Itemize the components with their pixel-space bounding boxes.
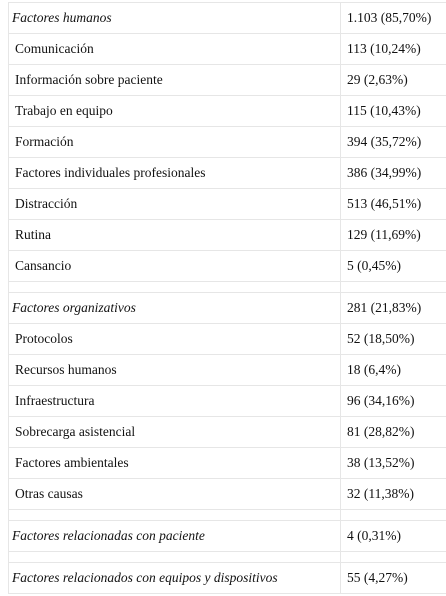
factor-value: 113 (10,24%): [341, 34, 446, 65]
category-label: Factores humanos: [9, 3, 341, 34]
factor-value: 52 (18,50%): [341, 324, 446, 355]
category-label: Factores relacionados con equipos y dispositivos: [9, 563, 341, 594]
factor-value: 129 (11,69%): [341, 220, 446, 251]
factor-value: 18 (6,4%): [341, 355, 446, 386]
factor-value: 394 (35,72%): [341, 127, 446, 158]
table-row: [9, 96, 446, 127]
factor-value: 32 (11,38%): [341, 479, 446, 510]
factor-label: Recursos humanos: [9, 355, 341, 386]
factor-label: Comunicación: [9, 34, 341, 65]
factor-label: Cansancio: [9, 251, 341, 282]
table-row: [9, 34, 446, 65]
table-row: [9, 417, 446, 448]
table-row: [9, 65, 446, 96]
factor-value: 96 (34,16%): [341, 386, 446, 417]
spacer-cell: [9, 510, 341, 521]
spacer-cell: [9, 282, 341, 293]
factor-value: 38 (13,52%): [341, 448, 446, 479]
spacer-cell: [341, 282, 446, 293]
spacer-row: [9, 510, 446, 521]
category-value: 1.103 (85,70%): [341, 3, 446, 34]
category-row: [9, 563, 446, 594]
category-value: 281 (21,83%): [341, 293, 446, 324]
factor-value: 29 (2,63%): [341, 65, 446, 96]
factor-label: Sobrecarga asistencial: [9, 417, 341, 448]
spacer-cell: [341, 552, 446, 563]
factor-value: 386 (34,99%): [341, 158, 446, 189]
table-row: [9, 386, 446, 417]
factor-label: Distracción: [9, 189, 341, 220]
category-value: 4 (0,31%): [341, 521, 446, 552]
category-row: [9, 521, 446, 552]
factor-label: Factores individuales profesionales: [9, 158, 341, 189]
factor-label: Infraestructura: [9, 386, 341, 417]
category-row: [9, 293, 446, 324]
spacer-cell: [9, 552, 341, 563]
factor-value: 81 (28,82%): [341, 417, 446, 448]
table-row: [9, 355, 446, 386]
factor-value: 5 (0,45%): [341, 251, 446, 282]
table-row: [9, 324, 446, 355]
table-row: [9, 448, 446, 479]
factors-table: [8, 2, 446, 594]
factor-value: 513 (46,51%): [341, 189, 446, 220]
factor-label: Rutina: [9, 220, 341, 251]
factor-label: Información sobre paciente: [9, 65, 341, 96]
table-row: [9, 220, 446, 251]
factor-label: Trabajo en equipo: [9, 96, 341, 127]
category-row: [9, 3, 446, 34]
category-label: Factores organizativos: [9, 293, 341, 324]
category-value: 55 (4,27%): [341, 563, 446, 594]
table-row: [9, 127, 446, 158]
factor-label: Otras causas: [9, 479, 341, 510]
table-row: [9, 479, 446, 510]
factor-label: Protocolos: [9, 324, 341, 355]
spacer-cell: [341, 510, 446, 521]
category-label: Factores relacionadas con paciente: [9, 521, 341, 552]
table-row: [9, 251, 446, 282]
spacer-row: [9, 282, 446, 293]
factors-table-body: [9, 3, 446, 594]
table-row: [9, 189, 446, 220]
factor-label: Formación: [9, 127, 341, 158]
table-row: [9, 158, 446, 189]
factor-label: Factores ambientales: [9, 448, 341, 479]
spacer-row: [9, 552, 446, 563]
factor-value: 115 (10,43%): [341, 96, 446, 127]
